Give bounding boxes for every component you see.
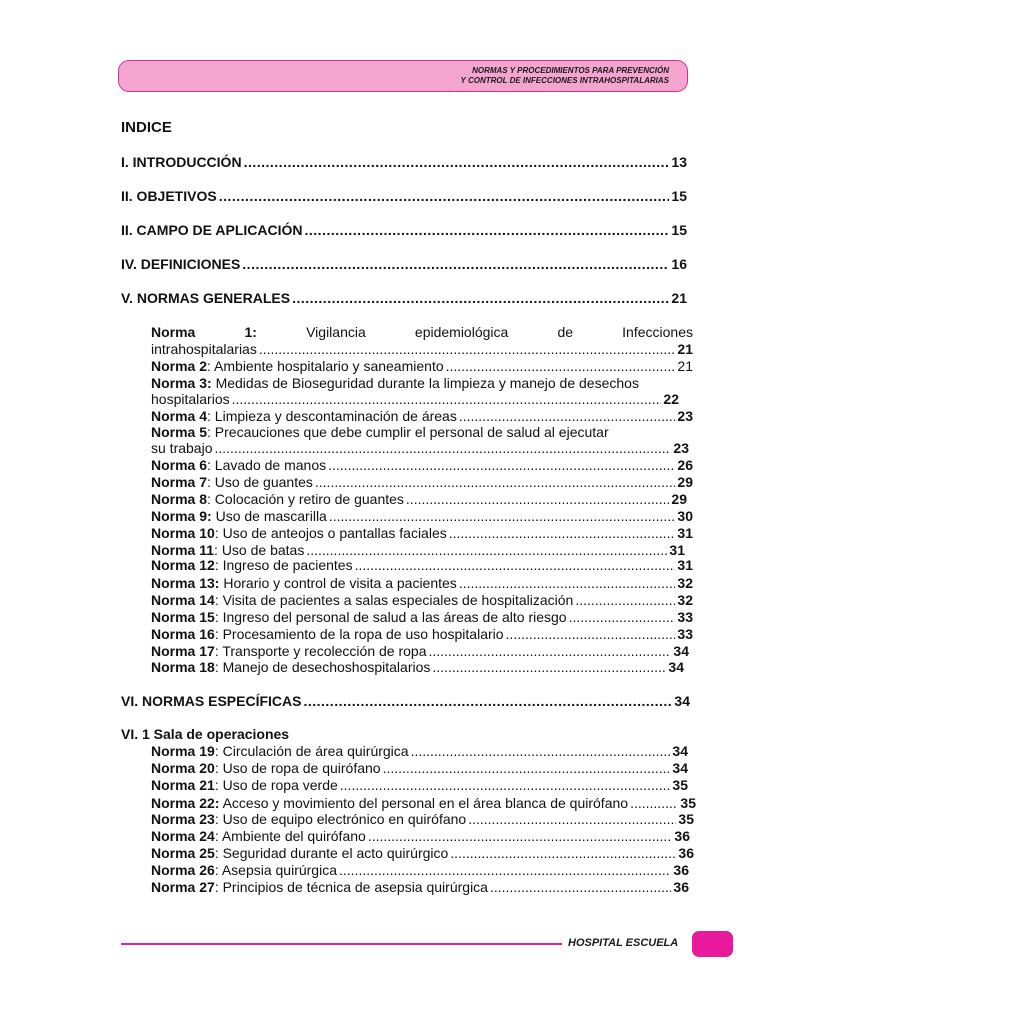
toc-norma-3-cont[interactable] — [151, 391, 679, 407]
footer-page-tab — [692, 931, 733, 957]
toc-norma-1-cont[interactable] — [151, 341, 693, 357]
leader-dots — [569, 609, 676, 625]
norma-text: : Ambiente del quirófano — [214, 828, 366, 844]
section-page: 15 — [671, 222, 687, 238]
section-label: I. INTRODUCCIÓN — [121, 154, 242, 170]
norma-number: Norma 10 — [151, 525, 215, 541]
norma-page: 26 — [677, 457, 693, 473]
toc-norma-18[interactable] — [151, 659, 684, 675]
norma-page: 32 — [677, 575, 693, 591]
toc-norma-22[interactable] — [151, 795, 696, 811]
leader-dots — [383, 760, 671, 776]
norma-text: : Uso de guantes — [207, 474, 313, 490]
toc-norma-23[interactable] — [151, 811, 694, 827]
norma-number: Norma 17 — [151, 643, 215, 659]
toc-norma-1[interactable] — [151, 324, 693, 340]
norma-word: epidemiológica — [414, 324, 509, 340]
toc-norma-9[interactable] — [151, 508, 693, 524]
toc-norma-19[interactable] — [151, 743, 688, 759]
norma-number: Norma 6 — [151, 457, 208, 473]
toc-norma-6[interactable] — [151, 457, 693, 473]
leader-dots — [292, 290, 669, 306]
norma-text: : Procesamiento de la ropa de uso hospitalario — [214, 626, 504, 642]
norma-page: 22 — [663, 391, 679, 407]
norma-text: : Transporte y recolección de ropa — [214, 643, 427, 659]
norma-number: Norma 23 — [151, 811, 215, 827]
toc-norma-5-cont[interactable] — [151, 440, 689, 456]
toc-norma-20[interactable] — [151, 760, 688, 776]
norma-word: 1: — [244, 324, 257, 340]
norma-page: 35 — [678, 811, 694, 827]
norma-page: 36 — [674, 828, 690, 844]
leader-dots — [315, 474, 676, 490]
norma-page: 29 — [677, 474, 693, 490]
toc-norma-27[interactable] — [151, 879, 689, 895]
norma-word: Infecciones — [622, 324, 693, 340]
toc-norma-21[interactable] — [151, 777, 688, 793]
section-page: 13 — [671, 154, 687, 170]
toc-norma-26[interactable] — [151, 862, 689, 878]
norma-page: 21 — [677, 341, 693, 357]
norma-text: : Circulación de área quirúrgica — [214, 743, 409, 759]
toc-norma-14[interactable] — [151, 592, 693, 608]
norma-text: : Limpieza y descontaminación de áreas — [207, 408, 457, 424]
norma-page: 31 — [677, 557, 693, 573]
norma-text: : Lavado de manos — [207, 457, 327, 473]
norma-word: Norma — [151, 324, 196, 340]
norma-page: 23 — [677, 408, 693, 424]
section-label: II. CAMPO DE APLICACIÓN — [121, 222, 303, 238]
norma-text: intrahospitalarias — [151, 341, 257, 357]
header-line-2: Y CONTROL DE INFECCIONES INTRAHOSPITALARIAS — [460, 76, 669, 85]
norma-page: 29 — [671, 491, 687, 507]
norma-text: : Visita de pacientes a salas especiales de hospitalización — [214, 592, 574, 608]
leader-dots — [411, 743, 671, 759]
norma-text: : Colocación y retiro de guantes — [207, 491, 404, 507]
norma-number: Norma 27 — [151, 879, 215, 895]
norma-text: : Uso de ropa de quirófano — [214, 760, 381, 776]
norma-page: 35 — [672, 777, 688, 793]
norma-number: Norma 5 — [151, 424, 208, 440]
toc-norma-16[interactable] — [151, 626, 693, 642]
norma-page: 23 — [673, 440, 689, 456]
toc-section-normas-especificas[interactable] — [121, 693, 690, 709]
leader-dots — [259, 341, 676, 357]
leader-dots — [490, 879, 671, 895]
leader-dots — [242, 256, 669, 272]
norma-page: 36 — [673, 862, 689, 878]
norma-number: Norma 25 — [151, 845, 215, 861]
norma-number: Norma 22: — [151, 795, 220, 811]
leader-dots — [339, 862, 671, 878]
toc-norma-15[interactable] — [151, 609, 693, 625]
norma-number: Norma 8 — [151, 491, 208, 507]
toc-norma-7[interactable] — [151, 474, 693, 490]
norma-word: de — [557, 324, 574, 340]
leader-dots — [506, 626, 676, 642]
norma-text: su trabajo — [151, 440, 213, 456]
norma-text: Uso de mascarilla — [211, 508, 327, 524]
leader-dots — [575, 592, 675, 608]
toc-norma-17[interactable] — [151, 643, 689, 659]
section-page: 15 — [671, 188, 687, 204]
section-page: 21 — [671, 290, 687, 306]
leader-dots — [406, 491, 670, 507]
toc-section-objetivos[interactable] — [121, 188, 687, 204]
toc-norma-3[interactable] — [151, 375, 639, 391]
section-label: IV. DEFINICIONES — [121, 256, 241, 272]
leader-dots — [459, 408, 676, 424]
subsection-sala-operaciones: VI. 1 Sala de operaciones — [121, 726, 290, 742]
norma-text: hospitalarios — [151, 391, 230, 407]
norma-text: : Asepsia quirúrgica — [214, 862, 337, 878]
leader-dots — [244, 154, 670, 170]
toc-norma-8[interactable] — [151, 491, 687, 507]
norma-number: Norma 11 — [151, 542, 215, 558]
leader-dots — [340, 777, 671, 793]
toc-section-definiciones[interactable] — [121, 256, 687, 272]
toc-norma-13[interactable] — [151, 575, 693, 591]
norma-page: 30 — [677, 508, 693, 524]
norma-text: : Ambiente hospitalario y saneamiento — [207, 358, 444, 374]
section-label: VI. NORMAS ESPECÍFICAS — [121, 693, 302, 709]
norma-text: : Manejo de desechoshospitalarios — [214, 659, 431, 675]
leader-dots — [214, 440, 671, 456]
norma-text: : Uso de batas — [214, 542, 305, 558]
norma-number: Norma 16 — [151, 626, 215, 642]
toc-norma-5[interactable] — [151, 424, 609, 440]
leader-dots — [328, 457, 675, 473]
toc-norma-2[interactable] — [151, 358, 693, 374]
norma-number: Norma 3: — [151, 375, 212, 391]
toc-norma-25[interactable] — [151, 845, 694, 861]
norma-text: : Uso de anteojos o pantallas faciales — [214, 525, 447, 541]
leader-dots — [446, 358, 676, 374]
leader-dots — [459, 575, 676, 591]
norma-number: Norma 18 — [151, 659, 215, 675]
norma-number: Norma 20 — [151, 760, 215, 776]
norma-text: : Seguridad durante el acto quirúrgico — [214, 845, 449, 861]
footer-hospital-name: HOSPITAL ESCUELA — [568, 937, 679, 949]
toc-norma-4[interactable] — [151, 408, 693, 424]
norma-text: : Uso de equipo electrónico en quirófano — [214, 811, 467, 827]
norma-number: Norma 4 — [151, 408, 208, 424]
norma-text: Horario y control de visita a pacientes — [219, 575, 457, 591]
norma-page: 21 — [677, 358, 693, 374]
norma-page: 34 — [672, 760, 688, 776]
norma-text: : Ingreso de pacientes — [214, 557, 353, 573]
leader-dots — [449, 525, 676, 541]
norma-number: Norma 21 — [151, 777, 215, 793]
leader-dots — [428, 643, 671, 659]
norma-page: 32 — [677, 592, 693, 608]
section-label: II. OBJETIVOS — [121, 188, 217, 204]
toc-norma-12[interactable] — [151, 557, 693, 573]
norma-text: : Principios de técnica de asepsia quirúrgica — [214, 879, 488, 895]
norma-page: 34 — [672, 743, 688, 759]
norma-text: Medidas de Bioseguridad durante la limpieza y manejo de desechos — [211, 375, 639, 391]
toc-section-introduccion[interactable] — [121, 154, 687, 170]
leader-dots — [468, 811, 676, 827]
norma-text: Acceso y movimiento del personal en el área blanca de quirófano — [219, 795, 629, 811]
section-page: 16 — [671, 256, 687, 272]
norma-page: 34 — [668, 659, 684, 675]
norma-number: Norma 19 — [151, 743, 215, 759]
toc-norma-11[interactable] — [151, 542, 685, 558]
section-label: V. NORMAS GENERALES — [121, 290, 291, 306]
header-line-1: NORMAS Y PROCEDIMIENTOS PARA PREVENCIÓN — [472, 66, 669, 75]
norma-number: Norma 26 — [151, 862, 215, 878]
header-band — [118, 60, 688, 92]
norma-number: Norma 2 — [151, 358, 208, 374]
norma-number: Norma 9: — [151, 508, 212, 524]
norma-page: 31 — [677, 525, 693, 541]
norma-number: Norma 14 — [151, 592, 215, 608]
norma-word: Vigilancia — [306, 324, 366, 340]
section-page: 34 — [674, 693, 690, 709]
norma-page: 34 — [673, 643, 689, 659]
leader-dots — [306, 542, 667, 558]
norma-text: : Uso de ropa verde — [214, 777, 338, 793]
norma-number: Norma 12 — [151, 557, 215, 573]
footer-rule — [121, 943, 562, 945]
leader-dots — [368, 828, 673, 844]
toc-norma-24[interactable] — [151, 828, 690, 844]
leader-dots — [303, 693, 672, 709]
norma-page: 35 — [680, 795, 696, 811]
leader-dots — [450, 845, 676, 861]
norma-page: 33 — [677, 626, 693, 642]
norma-text: : Ingreso del personal de salud a las áreas de alto riesgo — [214, 609, 567, 625]
leader-dots — [355, 557, 676, 573]
norma-number: Norma 13: — [151, 575, 220, 591]
norma-page: 36 — [678, 845, 694, 861]
toc-section-campo[interactable] — [121, 222, 687, 238]
leader-dots — [305, 222, 670, 238]
norma-number: Norma 15 — [151, 609, 215, 625]
leader-dots — [329, 508, 676, 524]
norma-page: 33 — [677, 609, 693, 625]
norma-number: Norma 24 — [151, 828, 215, 844]
toc-section-normas-generales[interactable] — [121, 290, 687, 306]
leader-dots — [432, 659, 666, 675]
leader-dots — [219, 188, 670, 204]
norma-page: 36 — [673, 879, 689, 895]
norma-text: : Precauciones que debe cumplir el personal de salud al ejecutar — [207, 424, 609, 440]
page-title: INDICE — [121, 119, 172, 136]
leader-dots — [232, 391, 662, 407]
norma-number: Norma 7 — [151, 474, 208, 490]
norma-page: 31 — [669, 542, 685, 558]
toc-norma-10[interactable] — [151, 525, 693, 541]
leader-dots — [630, 795, 678, 811]
